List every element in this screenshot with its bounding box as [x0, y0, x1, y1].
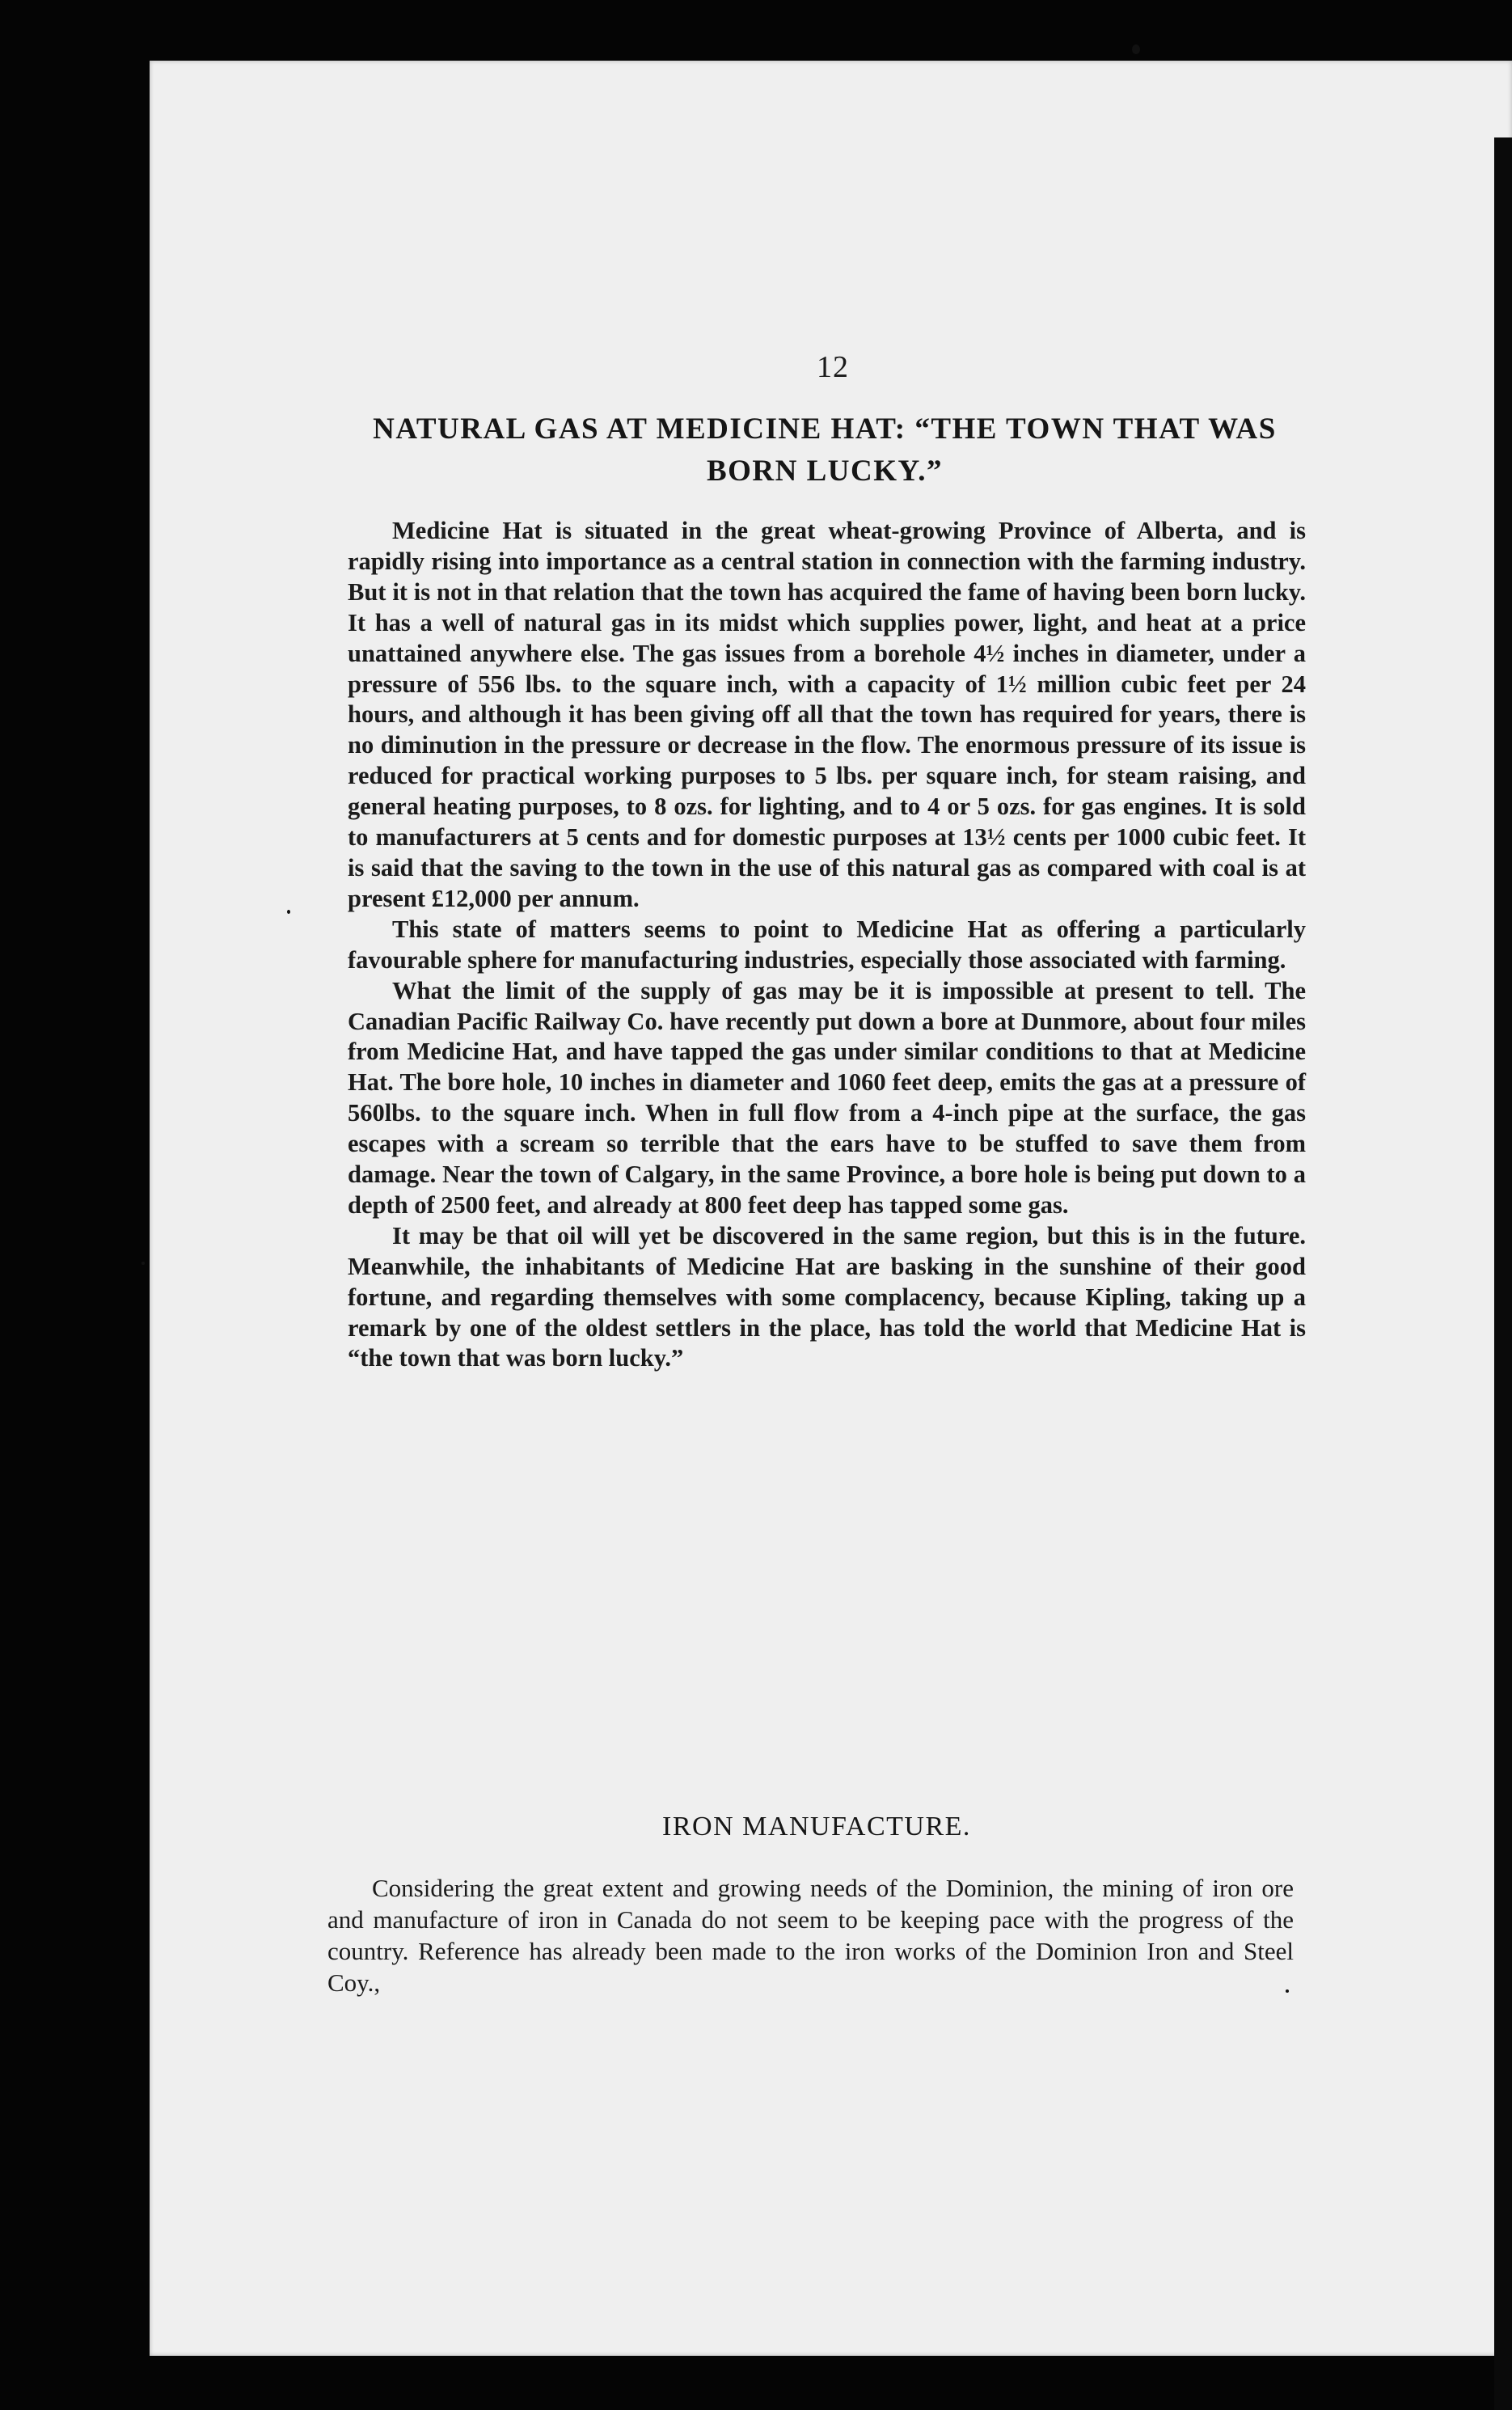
- scan-speck: [1132, 44, 1140, 54]
- paragraph: This state of matters seems to point to Medicine Hat as offering a particularly favourable sphere for manufacturing industries, especially those associated with farming.: [348, 915, 1306, 974]
- paragraph: It may be that oil will yet be discovered in the same region, but this is in the future. Meanwhile, the inhabitants of Medicine Hat are basking in the sunshine of their good fortune, and regarding themselves with some complacency, because Kipling, taking up a remark by one of the oldest settlers in the place, has told the world that Medicine Hat is “the town that was born lucky.”: [348, 1221, 1306, 1372]
- iron-section-title: IRON MANUFACTURE.: [662, 1812, 971, 1841]
- paragraph: Medicine Hat is situated in the great wheat-growing Province of Alberta, and is rapidly rising into importance as a central station in connection with the farming industry. But it is not in that relation that the town has acquired the fame of having been born lucky. It has a well of natural gas in its midst which supplies power, light, and heat at a price unattained anywhere else. The gas issues from a borehole 4½ inches in diameter, under a pressure of 556 lbs. to the square inch, with a capacity of 1½ million cubic feet per 24 hours, and although it has been giving off all that the town has required for years, there is no diminution in the pressure or decrease in the flow. The enormous pressure of its issue is reduced for practical working purposes to 5 lbs. per square inch, for steam raising, and general heating purposes, to 8 ozs. for lighting, and to 4 or 5 ozs. for gas engines. It is sold to manufacturers at 5 cents and for domestic purposes at 13½ cents per 1000 cubic feet. It is said that the saving to the town in the use of this natural gas as compared with coal is at present £12,000 per annum.: [348, 517, 1306, 912]
- gas-section-body: [348, 516, 1306, 1374]
- scan-speck: [1286, 1989, 1289, 1993]
- page-number: 12: [817, 350, 849, 384]
- scan-speck: [141, 1262, 145, 1265]
- iron-section-body: [327, 1872, 1294, 1998]
- gas-section-title: NATURAL GAS AT MEDICINE HAT: “THE TOWN THAT WAS BORN LUCKY.”: [373, 412, 1277, 488]
- page-edge-shadow: [1494, 137, 1512, 2410]
- paragraph: What the limit of the supply of gas may be it is impossible at present to tell. The Canadian Pacific Railway Co. have recently put down a bore at Dunmore, about four miles from Medicine Hat, and have tapped the gas under similar conditions to that at Medicine Hat. The bore hole, 10 inches in diameter and 1060 feet deep, emits the gas at a pressure of 560lbs. to the square inch. When in full flow from a 4-inch pipe at the surface, the gas escapes with a scream so terrible that the ears have to be stuffed to save them from damage. Near the town of Calgary, in the same Province, a bore hole is being put down to a depth of 2500 feet, and already at 800 feet deep has tapped some gas.: [348, 976, 1306, 1219]
- paragraph: Considering the great extent and growing needs of the Dominion, the mining of iron ore and manufacture of iron in Canada do not seem to be keeping pace with the progress of the country. Reference has already been made to the iron works of the Dominion Iron and Steel Coy.,: [327, 1874, 1294, 1997]
- scan-speck: [287, 910, 290, 914]
